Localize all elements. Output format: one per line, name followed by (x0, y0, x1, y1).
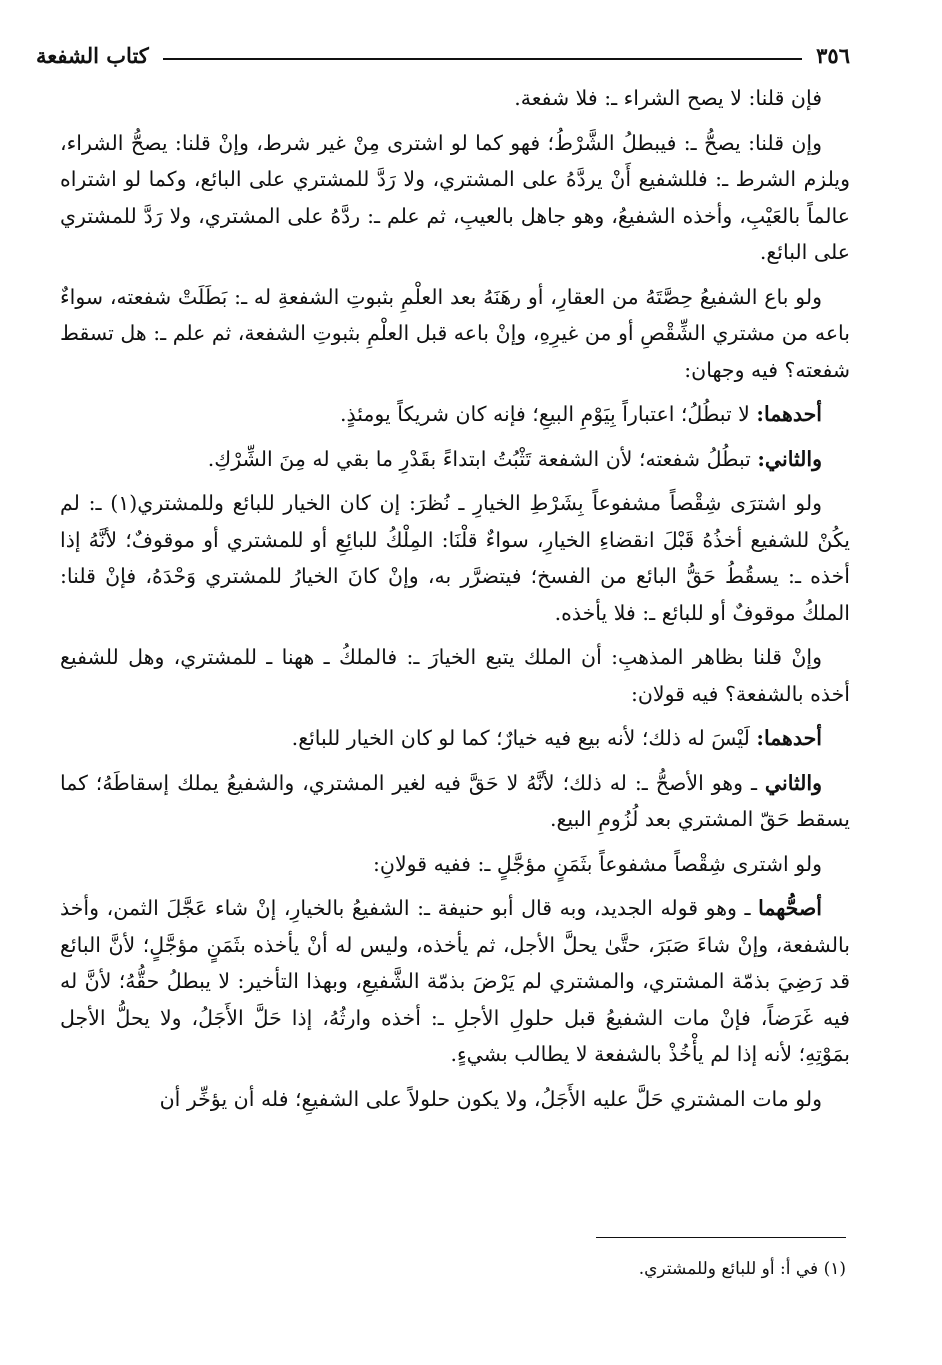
paragraph (60, 1081, 850, 1118)
paragraph-lead: والثاني: (757, 446, 822, 471)
paragraph-lead: والثاني (764, 770, 822, 795)
paragraph-lead: أصحُّهما (758, 896, 822, 920)
paragraph (60, 639, 850, 712)
paragraph-lead: أحدهما: (756, 726, 822, 750)
paragraph (60, 720, 850, 757)
footnote-divider (596, 1237, 846, 1238)
paragraph (60, 846, 850, 883)
paragraph (60, 396, 850, 433)
paragraph (60, 125, 850, 271)
paragraph-lead: أحدهما: (756, 402, 822, 426)
paragraph (60, 485, 850, 631)
paragraph-text: ولو باع الشفيعُ حِصَّتَهُ من العقارِ، أو رهَنَهُ بعد العلْمِ بثبوتِ الشفعةِ له ـ: بَطَلَتْ شفعته، سواءٌ باعه من مشتري الشِّقْصِ أو من غيرِهِ، وإنْ باعه قبل العلْمِ بثبوتِ الشفعة، ثم علم ـ: هل تسقط شفعته؟ فيه وجهان: (60, 284, 850, 382)
paragraph-text: وإنْ قلنا بظاهر المذهبِ: أن الملك يتبع الخيارَ ـ: فالملكُ ـ ههنا ـ للمشتري، وهل للشفيع أخذه بالشفعة؟ فيه قولان: (60, 645, 850, 706)
paragraph-text: لا تبطُلُ؛ اعتباراً بِيَوْمِ البيعِ؛ فإنه كان شريكاً يومئذٍ. (339, 402, 757, 426)
paragraph-text: ـ وهو الأصحُّ ـ: له ذلك؛ لأنَّهُ لا حَقَّ فيه لغير المشتري، والشفيعُ يملك إسقاطَهُ؛ كما يسقط حَقّ المشتري بعد لُزُومِ البيع. (60, 770, 850, 831)
paragraph-text: ـ وهو قوله الجديد، وبه قال أبو حنيفة ـ: الشفيعُ بالخيارِ، إنْ شاء عَجَّلَ الثمن، وأخذ بالشفعة، وإنْ شاءَ صَبَرَ، حتَّىٰ يحلَّ الأجل، ثم يأخذه، وليس له أنْ يأخذه بثَمَنٍ مؤجَّلٍ؛ لأنَّ البائع قد رَضِيَ بذمّة المشتري، والمشتري لم يَرْضَ بذمّة الشَّفيعِ، وبهذا التأخير: لا يبطلُ حقُّهُ؛ لأنَّ له فيه غَرَضاً، فإنْ مات الشفيعُ قبل حلولِ الأجلِ ـ: أخذه وارثُهُ، إذا حَلَّ الأَجَلُ، ولا يحلُّ الأجل بمَوْتِهِ؛ لأنه إذا لم يأْخُذْ بالشفعة لا يطالب بشيءٍ. (60, 896, 850, 1066)
paragraph (60, 441, 850, 478)
paragraph-text: ولو مات المشتري حَلَّ عليه الأَجَلُ، ولا يكون حلولاً على الشفيعِ؛ فله أن يؤخِّر أن (159, 1086, 822, 1111)
page-body (60, 80, 850, 1125)
paragraph-text: فإن قلنا: لا يصح الشراء ـ: فلا شفعة. (514, 86, 822, 110)
book-title: كتاب الشفعة (36, 42, 149, 68)
paragraph (60, 890, 850, 1073)
paragraph-text: لَيْسَ له ذلك؛ لأنه بيع فيه خيارٌ؛ كما لو كان الخيار للبائع. (291, 726, 757, 750)
footnote: (١) في أ: أو للبائع وللمشتري. (638, 1259, 846, 1279)
page-number: ٣٥٦ (816, 42, 850, 68)
page-header (36, 38, 850, 72)
paragraph (60, 80, 850, 117)
paragraph-text: تبطُلُ شفعته؛ لأن الشفعة تَثْبُتُ ابتداءً بقَدْرِ ما بقي له مِنَ الشِّرْكِ. (207, 446, 758, 471)
paragraph (60, 279, 850, 389)
paragraph-text: ولو اشترى شِقْصاً مشفوعاً بثَمَنٍ مؤجَّلٍ ـ: ففيه قولانِ: (373, 851, 822, 876)
paragraph-text: ولو اشترَى شِقْصاً مشفوعاً بِشَرْطِ الخيارِ ـ نُظرَ: إن كان الخيار للبائع وللمشتري(١) ـ: لم يكُنْ للشفيع أخذُهُ قَبْلَ انقضاءِ الخيارِ، سواءٌ قلْنَا: المِلْكُ للبائِعِ أو للمشتري أو موقوفٌ؛ لأنَّهُ إذا أخذه ـ: يسقُطُ حَقُّ البائع من الفسخ؛ فيتضرَّر به، وإنْ كانَ الخيارُ للمشتري وَحْدَهُ، فإنْ قلنا: الملكُ موقوفٌ أو للبائع ـ: فلا يأخذه. (60, 491, 850, 625)
header-rule (163, 58, 802, 60)
paragraph (60, 765, 850, 838)
paragraph-text: وإن قلنا: يصحُّ ـ: فيبطلُ الشَّرْطُ؛ فهو كما لو اشترى مِنْ غير شرط، وإنْ قلنا: يصحُّ الشراء، ويلزم الشرط ـ: فللشفيع أَنْ يردَّهُ على المشتري، ولا رَدَّ للمشتري على البائع، وكما لو اشتراه عالماً بالعَيْبِ، وأخذه الشفيعُ، وهو جاهل بالعيبِ، ثم علم ـ: ردَّهُ على المشتري، ولا رَدَّ للمشتري على البائع. (60, 130, 850, 264)
